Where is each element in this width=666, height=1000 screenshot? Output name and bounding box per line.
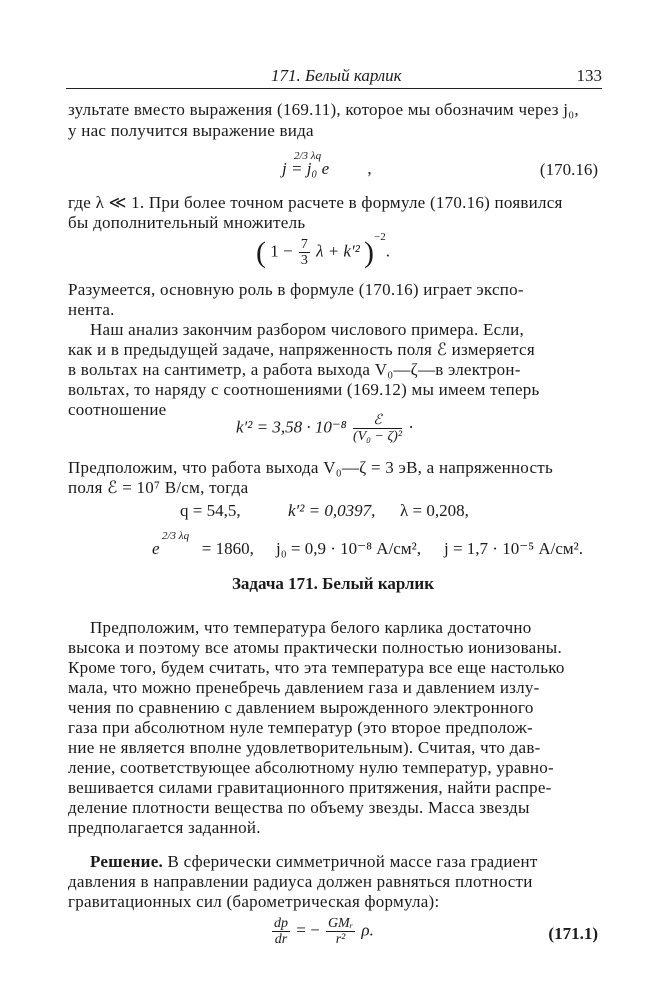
problem-title: Задача 171. Белый карлик [231, 574, 435, 593]
equation-tail: ρ. [361, 920, 374, 940]
exp-value: = 1860, [201, 539, 254, 558]
fraction-denominator: dr [274, 932, 288, 947]
fraction [299, 237, 310, 268]
fraction-denominator: (V₀ − ζ)² [352, 429, 403, 444]
text-line: вешивается силами гравитационного притяжения, найти распре- [68, 778, 552, 797]
equation-trail: · [408, 417, 414, 437]
result-lambda: λ = 0,208, [400, 501, 469, 520]
page-number: 133 [576, 66, 602, 85]
equation-exponent: 2/3 λq [294, 150, 322, 162]
formula-trail: . [385, 241, 391, 261]
text-line: мала, что можно пренебречь давлением газа и давлением излу- [68, 678, 540, 697]
text-line: газа при абсолютном нуле температур (это второе предполож- [68, 718, 533, 737]
fraction-denominator: r² [335, 932, 346, 947]
formula-power: −2 [374, 231, 386, 243]
text-line: в вольтах на сантиметр, а работа выхода V₀—ζ—в электрон- [68, 360, 521, 379]
equation-170-16 [282, 150, 372, 180]
result-exponential [152, 530, 254, 560]
solution-first-line [68, 852, 600, 872]
result-q: q = 54,5, [180, 501, 241, 520]
formula-part: 1 − [270, 241, 293, 261]
fraction-denominator: 3 [300, 253, 308, 269]
text-line: чения по сравнению с давлением вырожденного электронного [68, 698, 534, 717]
solution-text: В сферически симметричной массе газа градиент [163, 852, 538, 871]
text-line: у нас получится выражение вида [68, 121, 314, 140]
formula-part: λ + k′² [316, 241, 360, 261]
text-line: деление плотности вещества по объему звезды. Масса звезды [68, 798, 530, 817]
text-line: вольтах, то наряду с соотношениями (169.12) мы имеем теперь [68, 380, 540, 399]
text-line: поля ℰ = 10⁷ В/см, тогда [68, 478, 249, 497]
running-title: 171. Белый карлик [271, 66, 402, 85]
text-line: Разумеется, основную роль в формуле (170.16) играет экспо- [68, 280, 524, 299]
text-line: ние не является вполне удовлетворительным). Считая, что дав- [68, 738, 541, 757]
equation-k-squared [236, 413, 414, 444]
exp-power: 2/3 λq [162, 530, 190, 542]
open-paren: ( [256, 235, 266, 269]
text-line: Предположим, что температура белого карлика достаточно [90, 618, 532, 637]
text-line: предполагается заданной. [68, 818, 261, 837]
text-line: соотношение [68, 400, 167, 419]
text-line: ление, соответствующее абсолютному нулю температур, уравно- [68, 758, 554, 777]
fraction-numerator: ℰ [353, 413, 402, 429]
text-line: где λ ≪ 1. При более точном расчете в формуле (170.16) появился [68, 193, 563, 212]
text-line: давления в направлении радиуса должен равняться плотности [68, 872, 533, 891]
equation-trail: , [367, 159, 372, 178]
result-j0: j₀ = 0,9 · 10⁻⁸ А/см², [276, 539, 421, 558]
text-line: Предположим, что работа выхода V₀—ζ = 3 эВ, а напряженность [68, 458, 553, 477]
text-line: Кроме того, будем считать, что эта температура все еще настолько [68, 658, 565, 677]
solution-label: Решение. [90, 852, 163, 871]
equation-number: (170.16) [539, 160, 598, 179]
multiplier-formula [256, 231, 391, 269]
text-line: Наш анализ закончим разбором числового примера. Если, [90, 320, 524, 339]
fraction-numerator: 7 [300, 237, 308, 253]
exp-base: e 2/3 λq [152, 539, 160, 558]
equation-lhs: j = j₀ e 2/3 λq [282, 159, 329, 178]
result-k-squared: k′² = 0,0397, [288, 501, 376, 520]
fraction [353, 413, 402, 444]
close-paren: ) [364, 235, 375, 269]
page-header [66, 64, 602, 89]
text-line: гравитационных сил (барометрическая формула): [68, 892, 440, 911]
fraction-numerator: GMᵣ [327, 916, 354, 931]
text-line: зультате вместо выражения (169.11), которое мы обозначим через j₀, [68, 100, 579, 119]
equals-sign: = − [296, 920, 320, 940]
fraction-numerator: dp [274, 916, 288, 931]
text-line: нента. [68, 300, 115, 319]
text-line: бы дополнительный множитель [68, 213, 306, 232]
fraction [326, 916, 355, 947]
result-j: j = 1,7 · 10⁻⁵ А/см². [444, 539, 584, 558]
equation-number: (171.1) [548, 924, 598, 943]
text-line: как и в предыдущей задаче, напряженность поля ℰ измеряется [68, 340, 535, 359]
fraction [272, 916, 290, 947]
text-line: высока и поэтому все атомы практически полностью ионизованы. [68, 638, 562, 657]
equation-lhs: k′² = 3,58 · 10⁻⁸ [236, 417, 347, 437]
equation-171-1 [270, 916, 374, 947]
